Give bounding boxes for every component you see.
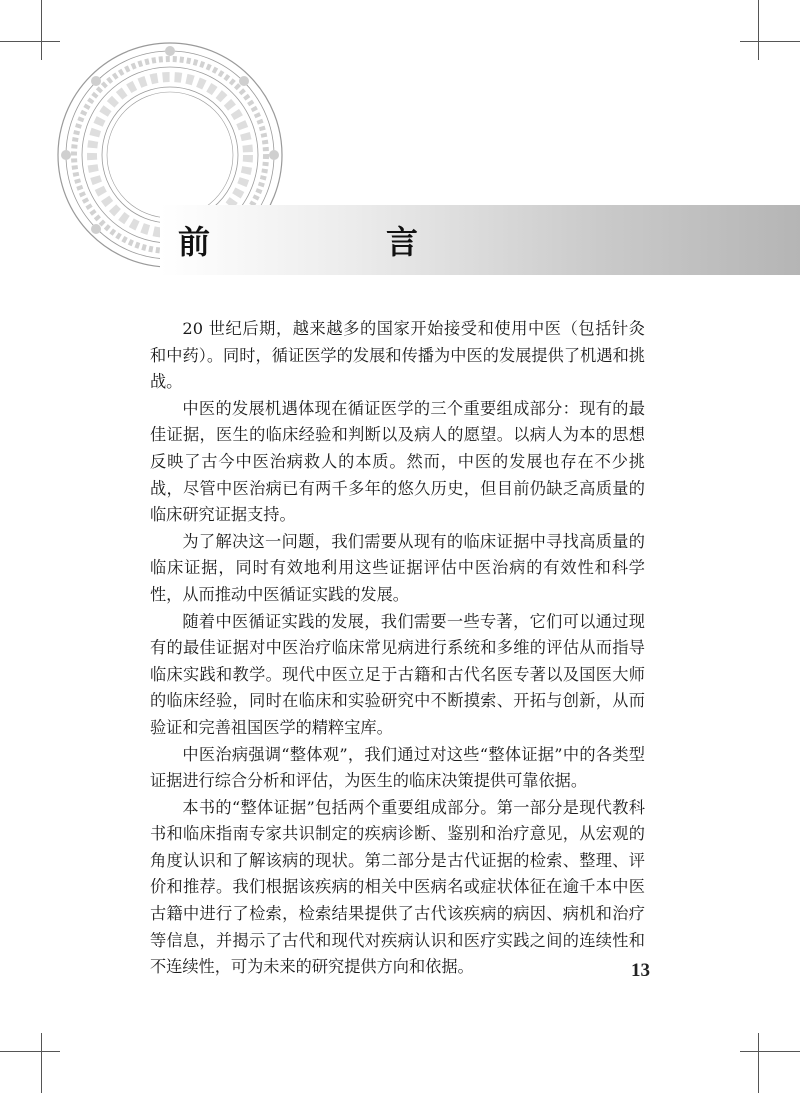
title-char-left: 前	[178, 223, 211, 261]
paragraph-5: 中医治病强调“整体观”，我们通过对这些“整体证据”中的各类型证据进行综合分析和评估，为医生的临床决策提供可靠依据。	[150, 744, 645, 791]
preface-body	[150, 316, 645, 981]
crop-mark-bottom-left-h	[0, 1051, 60, 1052]
crop-mark-bottom-right-h	[740, 1051, 800, 1052]
crop-mark-bottom-left-v	[41, 1033, 42, 1093]
page-title	[178, 218, 418, 262]
paragraph-3: 为了解决这一问题，我们需要从现有的临床证据中寻找高质量的临床证据，同时有效地利用这些证据评估中医治病的有效性和科学性，从而推动中医循证实践的发展。	[150, 531, 645, 604]
page-number: 13	[631, 960, 650, 981]
paragraph-2: 中医的发展机遇体现在循证医学的三个重要组成部分：现有的最佳证据，医生的临床经验和判断以及病人的愿望。以病人为本的思想反映了古今中医治病救人的本质。然而，中医的发展也存在不少挑战，尽管中医治病已有两千多年的悠久历史，但目前仍缺乏高质量的临床研究证据支持。	[150, 398, 645, 525]
crop-mark-top-right-h	[740, 41, 800, 42]
title-char-right: 言	[385, 223, 418, 261]
crop-mark-top-left-v	[41, 0, 42, 60]
paragraph-4: 随着中医循证实践的发展，我们需要一些专著，它们可以通过现有的最佳证据对中医治疗临床常见病进行系统和多维的评估从而指导临床实践和教学。现代中医立足于古籍和古代名医专著以及国医大师的临床经验，同时在临床和实验研究中不断摸索、开拓与创新，从而验证和完善祖国医学的精粹宝库。	[150, 611, 645, 737]
crop-mark-top-left-h	[0, 41, 60, 42]
paragraph-1: 20 世纪后期，越来越多的国家开始接受和使用中医（包括针灸和中药）。同时，循证医学的发展和传播为中医的发展提供了机遇和挑战。	[150, 319, 645, 392]
crop-mark-top-right-v	[758, 0, 759, 60]
crop-mark-bottom-right-v	[758, 1033, 759, 1093]
paragraph-6: 本书的“整体证据”包括两个重要组成部分。第一部分是现代教科书和临床指南专家共识制定的疾病诊断、鉴别和治疗意见，从宏观的角度认识和了解该病的现状。第二部分是古代证据的检索、整理、评价和推荐。我们根据该疾病的相关中医病名或症状体征在逾千本中医古籍中进行了检索，检索结果提供了古代该疾病的病因、病机和治疗等信息，并揭示了古代和现代对疾病认识和医疗实践之间的连续性和不连续性，可为未来的研究提供方向和依据。	[150, 797, 645, 977]
